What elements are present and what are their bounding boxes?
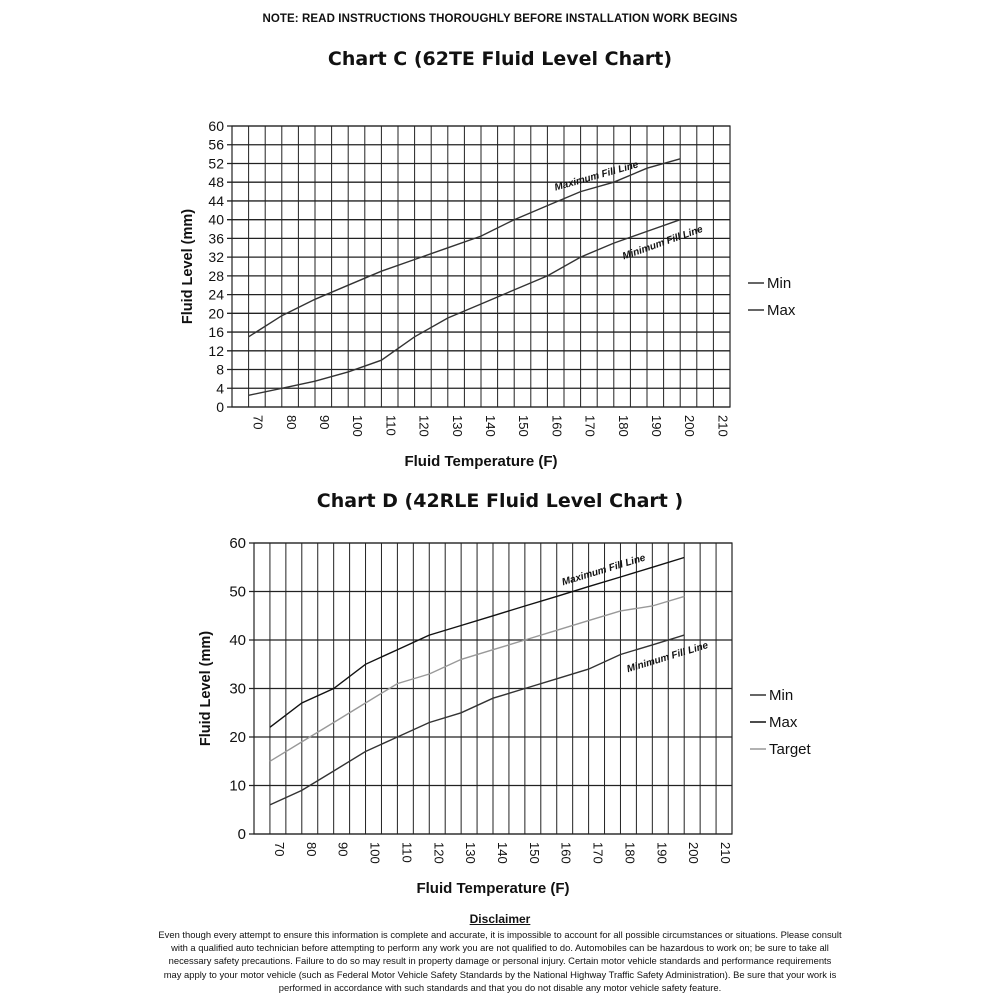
x-axis-label: Fluid Temperature (F) — [416, 880, 570, 897]
legend-label-min: Min — [769, 687, 794, 704]
x-tick-label: 140 — [495, 842, 510, 864]
x-tick-label: 160 — [549, 415, 565, 437]
x-tick-label: 190 — [654, 842, 670, 864]
disclaimer-line: necessary safety precautions. Failure to do so may result in property damage or personal injury. Certain motor vehicle standards and performance requirements — [168, 955, 832, 967]
fill-line-annotation: Minimum Fill Line — [625, 640, 710, 676]
y-tick-label: 0 — [237, 826, 246, 843]
x-tick-label: 80 — [303, 842, 319, 857]
disclaimer-line: performed in accordance with such standards and that you do not disable any motor vehicle safety feature. — [278, 981, 722, 993]
installation-note: NOTE: READ INSTRUCTIONS THOROUGHLY BEFORE INSTALLATION WORK BEGINS — [262, 13, 738, 25]
x-tick-label: 100 — [367, 842, 383, 864]
disclaimer-line: with a qualified auto technician before attempting to perform any work you are not qualified to do. Automobiles can be hazardous to work on; be sure to take all — [171, 942, 829, 954]
x-tick-label: 110 — [383, 415, 399, 436]
x-tick-label: 200 — [682, 415, 698, 437]
x-tick-label: 160 — [558, 842, 574, 864]
x-tick-label: 180 — [615, 415, 631, 437]
y-tick-label: 48 — [208, 174, 224, 191]
y-axis-label: Fluid Level (mm) — [198, 630, 214, 747]
x-tick-label: 150 — [516, 415, 532, 437]
disclaimer-title: Disclaimer — [469, 912, 531, 926]
y-tick-label: 40 — [229, 632, 246, 649]
y-tick-label: 10 — [229, 777, 246, 795]
x-tick-label: 180 — [622, 842, 638, 864]
y-tick-label: 36 — [208, 230, 224, 247]
x-tick-label: 80 — [283, 415, 299, 430]
legend-label-max: Max — [769, 714, 798, 731]
disclaimer-line: may apply to your motor vehicle (such as Federal Motor Vehicle Safety Standards by the National Highway Traffic Safety Administration). Be sure that your work is — [163, 968, 837, 980]
y-tick-label: 56 — [208, 136, 224, 153]
x-axis-label: Fluid Temperature (F) — [404, 453, 558, 470]
y-axis-label: Fluid Level (mm) — [180, 208, 196, 325]
x-tick-label: 210 — [715, 415, 731, 437]
x-tick-label: 90 — [317, 415, 332, 430]
x-tick-label: 190 — [649, 415, 664, 437]
x-tick-label: 170 — [582, 415, 598, 437]
legend-label-target: Target — [769, 741, 811, 758]
y-tick-label: 20 — [229, 729, 246, 746]
disclaimer-line: Even though every attempt to ensure this information is complete and accurate, it is impossible to account for all possible circumstances or situations. Please consult — [158, 929, 842, 940]
x-tick-label: 100 — [350, 415, 366, 437]
y-tick-label: 4 — [216, 380, 224, 397]
y-tick-label: 30 — [229, 680, 246, 698]
legend-label-min: Min — [767, 275, 792, 292]
x-tick-label: 120 — [431, 842, 447, 864]
x-tick-label: 90 — [335, 842, 351, 857]
x-tick-label: 140 — [483, 415, 498, 437]
disclaimer-body — [110, 928, 890, 994]
y-tick-label: 16 — [208, 324, 224, 341]
x-tick-label: 70 — [250, 415, 266, 430]
x-tick-label: 200 — [686, 842, 702, 864]
x-tick-label: 70 — [271, 842, 287, 857]
legend-label-max: Max — [767, 302, 796, 319]
x-tick-label: 110 — [399, 842, 415, 863]
y-tick-label: 50 — [229, 583, 246, 601]
fill-line-annotation: Minimum Fill Line — [621, 223, 705, 263]
fill-line-annotation: Maximum Fill Line — [553, 159, 640, 194]
x-tick-label: 130 — [463, 842, 479, 864]
y-tick-label: 12 — [208, 342, 224, 359]
y-tick-label: 0 — [216, 399, 224, 415]
y-tick-label: 60 — [229, 535, 246, 552]
x-tick-label: 120 — [416, 415, 432, 437]
x-tick-label: 170 — [590, 842, 606, 864]
y-tick-label: 60 — [208, 118, 224, 134]
y-tick-label: 28 — [208, 267, 224, 284]
y-tick-label: 32 — [208, 249, 224, 266]
y-tick-label: 8 — [216, 361, 224, 378]
y-tick-label: 24 — [208, 286, 224, 303]
chart-c-title: Chart C (62TE Fluid Level Chart) — [327, 48, 673, 70]
y-tick-label: 44 — [208, 192, 224, 209]
y-tick-label: 20 — [208, 305, 224, 322]
chart-d-title: Chart D (42RLE Fluid Level Chart ) — [316, 490, 684, 512]
fill-line-annotation: Maximum Fill Line — [560, 552, 647, 589]
x-tick-label: 150 — [526, 842, 542, 864]
x-tick-label: 210 — [718, 842, 734, 864]
y-tick-label: 52 — [208, 155, 224, 172]
x-tick-label: 130 — [449, 415, 465, 437]
y-tick-label: 40 — [208, 211, 224, 228]
